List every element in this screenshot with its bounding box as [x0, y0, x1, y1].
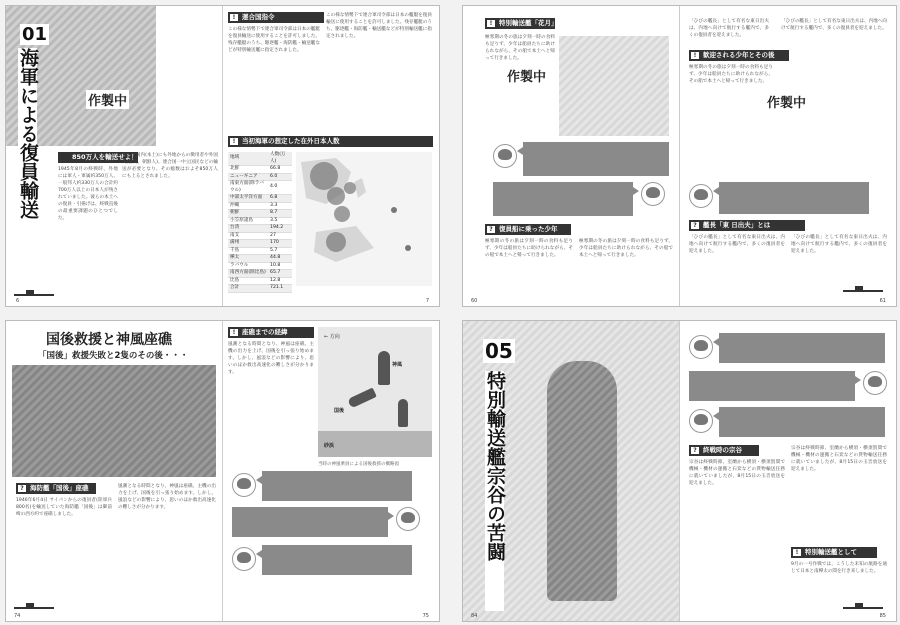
ship-silhouette-icon	[843, 603, 883, 609]
speech-bubble	[232, 507, 388, 537]
section-heading-overseas-japanese: ! 当初海軍の想定した在外日本人数	[228, 136, 433, 147]
page-number-right: 75	[422, 613, 429, 619]
overseas-population-table	[228, 152, 292, 293]
count-cell: 3.5	[268, 217, 292, 225]
column-body: 宗谷は終戦時節、室蘭から横須・横須賀間で機械・機材の運搬と石炭などの貨物輸送任務に就いていましたが、8月15日の玉音放送を迎えました。	[791, 446, 887, 472]
section-body-soya-end-of-war: 宗谷は終戦時節、室蘭から横須・横須賀間で機械・機材の運搬と石炭などの貨物輸送任務に就いていましたが、8月15日の玉音放送を迎えました。	[689, 460, 785, 486]
exclaim-icon: !	[230, 138, 238, 145]
count-cell: 3.3	[268, 202, 292, 210]
spread-page-74-75	[5, 320, 440, 622]
table-row	[228, 277, 292, 285]
section-body-special-transport: 9月の一号作戦では、こうした未知の航路を通じて日本と南樺太の間を行き来しました。	[791, 562, 887, 574]
page-number-right: 61	[879, 298, 886, 304]
exclaim-icon: !	[793, 549, 801, 556]
ship-photo-hanazuki	[559, 36, 669, 136]
article-subtitle: 「国後」救援失敗と2隻のその後・・・	[38, 351, 189, 361]
table-row	[228, 173, 292, 181]
speech-bubble	[689, 371, 855, 401]
count-cell: 4.0	[268, 181, 292, 195]
speech-bubble	[493, 182, 633, 216]
count-cell: 194.2	[268, 225, 292, 233]
section-body-captain-cont: 「ひびの艦長」として有名な東日出夫は、内地へ向けて航行する艦内で、多くの復員者を迎えました。	[791, 235, 887, 254]
section-heading-soya-end-of-war: ? 終戦時の宗谷	[689, 445, 759, 456]
map-bubble-manchuria	[310, 162, 338, 190]
shore-label: 砂浜	[324, 443, 335, 449]
region-cell: 南西方面(除比島)	[228, 270, 268, 278]
section-heading-kunashiri: ? 海防艦「国後」座礁	[16, 483, 96, 494]
question-icon: ?	[487, 226, 495, 233]
article-title: 国後救援と神風座礁	[46, 332, 172, 348]
table-row	[228, 210, 292, 218]
ship-silhouette-icon	[843, 286, 883, 292]
region-cell: 中部太平洋方面	[228, 195, 268, 203]
right-column-body: 「ひびの艦長」として有名な東日出夫は、内地へ向けて航行する艦内で、多くの復員者を迎えました。	[781, 19, 887, 31]
region-cell: ニューギニア	[228, 173, 268, 181]
table-row	[228, 285, 292, 293]
section-body-boy-cont: 極寒期の冬の旅は夕刻一時の食料も足りず、少年は船員たちに助けられながら、その船で本土へと帰って行きました。	[579, 239, 673, 258]
page-number-right: 85	[879, 613, 886, 619]
section-heading-course: ! 座礁までの経緯	[228, 327, 314, 338]
table-header-row	[228, 152, 292, 166]
count-cell: 12.8	[268, 277, 292, 285]
kunashiri-ship-shape	[347, 388, 377, 409]
map-bubble-south	[326, 232, 346, 252]
section-body-allied-orders: この様な情勢下で連合軍司令部は日本の艦艇を復員輸送に使用することを許可しました。残存艦艇のうち、駆逐艦・海防艦・輸送艦などが特別輸送艦に指定されました。	[228, 27, 320, 53]
exclaim-icon: !	[230, 14, 238, 21]
speech-bubble	[262, 471, 412, 501]
region-cell: 台湾	[228, 225, 268, 233]
question-icon: ?	[18, 485, 26, 492]
question-icon: ?	[691, 447, 699, 454]
section-heading-special-transport: ! 特別輸送艦として	[791, 547, 877, 558]
table-row	[228, 217, 292, 225]
kamikaze-ship-shape	[378, 351, 390, 385]
section-body-captain: 「ひびの艦長」として有名な東日出夫は、内地へ向けて航行する艦内で、多くの復員者を迎えました。	[689, 235, 785, 254]
map-bubble-pacific	[405, 245, 411, 251]
character-avatar-icon	[863, 371, 887, 395]
chapter-title: 特別輸送艦宗谷の苦闘	[485, 371, 504, 611]
count-cell: 66.8	[268, 166, 292, 174]
spread-page-60-61	[462, 5, 897, 307]
table-row	[228, 240, 292, 248]
ship-silhouette-icon	[14, 603, 54, 609]
map-bubble-islands	[391, 207, 397, 213]
spread-page-84-85	[462, 320, 897, 622]
ship-silhouette-icon	[14, 290, 54, 296]
character-avatar-icon	[689, 184, 713, 208]
right-column-body: この様な情勢下で連合軍司令部は日本の艦艇を復員輸送に使用することを許可しました。残存艦艇のうち、駆逐艦・海防艦・輸送艦などが特別輸送艦に指定されました。	[326, 13, 432, 39]
region-cell: 樺太	[228, 255, 268, 263]
region-cell: 南支	[228, 232, 268, 240]
gutter	[222, 321, 223, 621]
column-body: 「ひびの艦長」として有名な東日出夫は、内地へ向けて航行する艦内で、多くの復員者を迎えました。	[689, 19, 769, 38]
shore-area	[318, 431, 432, 457]
placeholder-label: 作製中	[505, 66, 548, 85]
table-row	[228, 247, 292, 255]
count-cell: 10.8	[268, 262, 292, 270]
section-body-welcome: 極寒期の冬の旅は夕刻一時の食料も足りず、少年は船員たちに助けられながら、その船で本土へと帰って行きました。	[689, 65, 773, 84]
count-cell: 8.7	[268, 210, 292, 218]
placeholder-label: 作製中	[765, 92, 808, 111]
region-cell: 小笠原諸島	[228, 217, 268, 225]
count-cell: 721.1	[268, 285, 292, 293]
character-avatar-icon	[232, 473, 256, 497]
page-number-left: 74	[14, 613, 21, 619]
page-number-left: 60	[471, 298, 478, 304]
region-cell: 朝鮮	[228, 210, 268, 218]
character-avatar-icon	[689, 335, 713, 359]
page-number-right: 7	[425, 298, 429, 304]
table-row	[228, 255, 292, 263]
intro-body: 1945年8月の終戦時、外地には軍人・軍属約350万人、一般邦人約330万人の合計約700万人以上の日本人が残されていました。彼らの本土への復員・引揚げは、終戦直後の最重要課題のひとつでした。	[58, 167, 118, 221]
character-avatar-icon	[396, 507, 420, 531]
table-row	[228, 181, 292, 195]
section-body-course: 風潮となる時間となり、神風は座礁、主機の出力を上げ、国後を引っ張り始めます。しかし、風浪などの影響により、思いのほか救出高速化の難しさが分かります。	[228, 342, 314, 375]
character-avatar-icon	[641, 182, 665, 206]
map-bubble-taiwan	[334, 206, 350, 222]
speech-bubble	[719, 407, 885, 437]
table-row	[228, 262, 292, 270]
region-cell: 北鮮	[228, 166, 268, 174]
column-body: さらに国内(本土)にも外地からの徴用者や外国人(台湾、朝鮮人)、連合国一中立国民などの輸送が必要となり、その総数はおよそ850万人にも上るとされました。	[122, 153, 218, 179]
region-cell: 千島	[228, 247, 268, 255]
count-cell: 170	[268, 240, 292, 248]
map-bubble-korea	[344, 182, 356, 194]
question-icon: ?	[691, 222, 699, 229]
ship-wreck-photo	[12, 365, 216, 477]
character-avatar-icon	[493, 144, 517, 168]
pacific-map	[296, 152, 432, 286]
placeholder-label: 作製中	[86, 90, 129, 109]
kunashiri-label: 国後	[334, 408, 345, 414]
gutter	[222, 6, 223, 306]
count-cell: 27	[268, 232, 292, 240]
table-row	[228, 195, 292, 203]
speech-bubble	[719, 182, 869, 214]
table-header-cell: 人数(万人)	[268, 152, 292, 166]
character-avatar-icon	[232, 547, 256, 571]
map-bubble-china	[327, 187, 345, 205]
table-row	[228, 232, 292, 240]
direction-label: ← 方向	[324, 334, 340, 340]
diagram-caption: 当時の神風乗員による国後救援の概略図	[318, 462, 399, 467]
table-row	[228, 166, 292, 174]
chapter-number: 05	[485, 339, 513, 363]
spread-page-6-7	[5, 5, 440, 307]
speech-bubble	[262, 545, 412, 575]
exclaim-icon: !	[487, 20, 495, 27]
section-body-kunashiri: 1946年6月4日 サイパンからの復員者(陸軍兵800名)を輸送していた海防艦「国後」は御前崎の西方約で座礁しました。	[16, 498, 112, 517]
region-cell: 比島	[228, 277, 268, 285]
chapter-number: 01	[22, 24, 48, 45]
table-row	[228, 202, 292, 210]
gutter	[679, 321, 680, 621]
region-cell: 沖縄	[228, 202, 268, 210]
character-avatar-icon	[689, 409, 713, 433]
region-cell: ラバウル	[228, 262, 268, 270]
section-heading-allied-orders: ! 運合国指令	[228, 12, 324, 23]
section-heading-boy: ? 復員船に乗った少年	[485, 224, 571, 235]
column-body: 風潮となる時間となり、神風は座礁、主機の出力を上げ、国後を引っ張り始めます。しかし、風浪などの影響により、思いのほか救出高速化の難しさが分かります。	[118, 484, 216, 510]
speech-bubble	[523, 142, 669, 176]
character-figure	[547, 361, 617, 601]
exclaim-icon: !	[691, 52, 699, 59]
region-cell: 南東方面(除ラバウル)	[228, 181, 268, 195]
speech-bubble	[719, 333, 885, 363]
section-heading-hanazuki: ! 特別輸送艦「花月」	[485, 18, 555, 29]
count-cell: 6.0	[268, 173, 292, 181]
count-cell: 5.7	[268, 247, 292, 255]
count-cell: 44.8	[268, 255, 292, 263]
section-body-boy: 極寒期の冬の旅は夕刻一時の食料も足りず、少年は船員たちに助けられながら、その船で本土へと帰って行きました。	[485, 239, 573, 258]
table-header-cell: 地域	[228, 152, 268, 166]
kamikaze-label: 神風	[392, 362, 403, 368]
section-heading-welcome: ! 歓迎される少年とその後	[689, 50, 789, 61]
gutter	[679, 6, 680, 306]
count-cell: 65.7	[268, 270, 292, 278]
section-heading-captain: ? 艦長「東 日出夫」とは	[689, 220, 805, 231]
region-cell: 満州	[228, 240, 268, 248]
column-body: 極寒期の冬の旅は夕刻一時の食料も足りず、少年は船員たちに助けられながら、その船で本土へと帰って行きました。	[485, 35, 555, 61]
intro-heading: 850万人を輸送せよ！	[58, 152, 138, 163]
region-cell: 合計	[228, 285, 268, 293]
exclaim-icon: !	[230, 329, 238, 336]
table-row	[228, 225, 292, 233]
count-cell: 6.8	[268, 195, 292, 203]
page-number-left: 84	[471, 613, 478, 619]
table-row	[228, 270, 292, 278]
kamikaze-ship-shape-grounded	[398, 399, 408, 427]
grounding-diagram	[318, 327, 432, 457]
chapter-title: 海軍による復員輸送	[18, 48, 37, 248]
page-number-left: 6	[16, 298, 20, 304]
